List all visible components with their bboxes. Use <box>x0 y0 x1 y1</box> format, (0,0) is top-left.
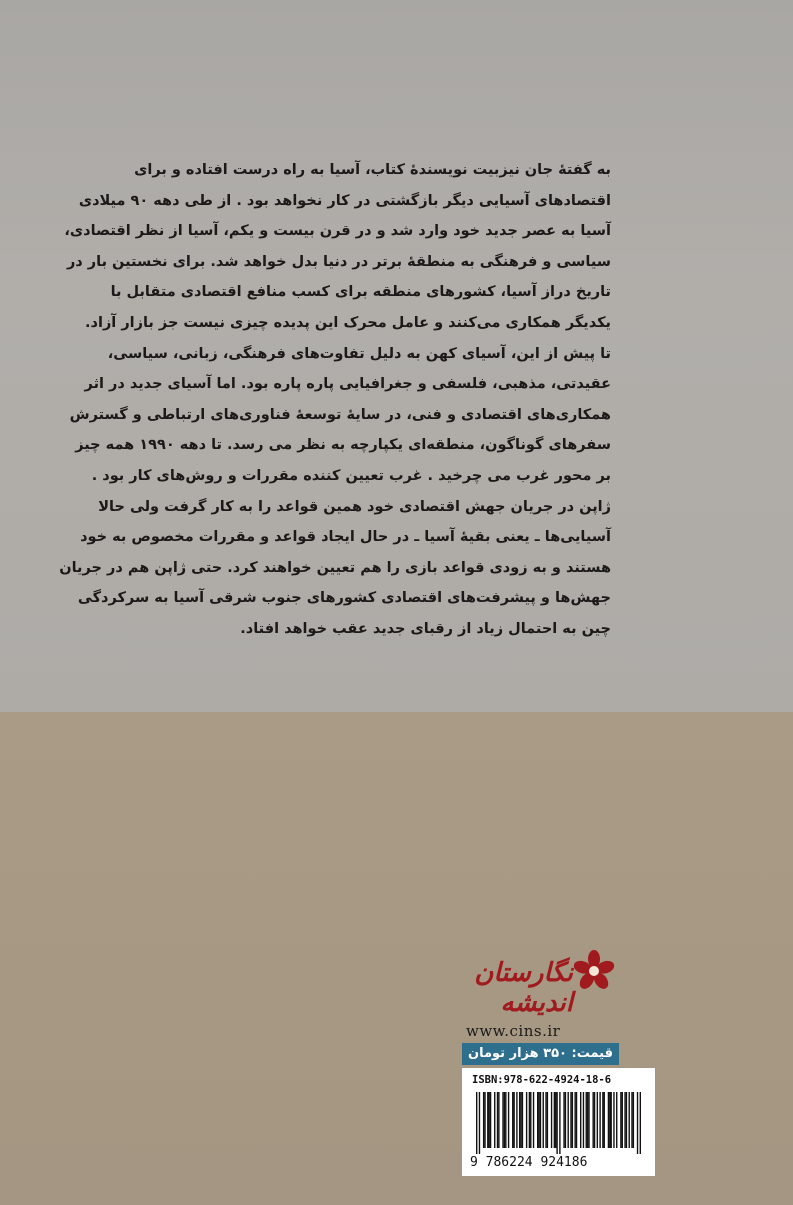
barcode-bar <box>620 1092 621 1148</box>
back-cover-description <box>59 155 611 645</box>
barcode-bar <box>594 1092 595 1148</box>
barcode-bar <box>597 1092 598 1148</box>
isbn-barcode <box>462 1068 655 1176</box>
barcode-bar <box>543 1092 544 1148</box>
publisher-logo-text: نگارستان اندیشه <box>474 958 573 1018</box>
barcode-bar <box>526 1092 527 1148</box>
barcode-bar <box>490 1092 491 1148</box>
barcode-bar <box>568 1092 569 1148</box>
price-label: قیمت: ۳۵۰ هزار تومان <box>462 1043 619 1065</box>
barcode-bar <box>479 1092 480 1154</box>
barcode-bar <box>629 1092 630 1148</box>
barcode-bar <box>631 1092 632 1148</box>
barcode-bar <box>498 1092 499 1148</box>
barcode-bar <box>505 1092 506 1148</box>
barcode-bar <box>574 1092 575 1148</box>
lower-cover-panel <box>0 712 793 1205</box>
barcode-bar <box>580 1092 581 1148</box>
barcode-bar <box>570 1092 571 1148</box>
barcode-bar <box>538 1092 539 1148</box>
barcode-bar <box>551 1092 552 1148</box>
barcode-bar <box>637 1092 638 1154</box>
description-line: یکدیگر همکاری می‌کنند و عامل محرک این پدیده چیزی نیست جز بازار آزاد. <box>85 314 611 331</box>
description-line: ژاپن در جریان جهش اقتصادی خود همین قواعد را به کار گرفت ولی حالا <box>98 498 611 515</box>
barcode-bar <box>592 1092 593 1148</box>
barcode-bar <box>604 1092 605 1148</box>
barcode-bar <box>555 1092 556 1148</box>
barcode-bar <box>599 1092 600 1148</box>
barcode-bar <box>488 1092 489 1148</box>
barcode-bar <box>519 1092 520 1148</box>
barcode-bar <box>533 1092 534 1148</box>
barcode-bar <box>586 1092 587 1148</box>
barcode-bar <box>487 1092 488 1148</box>
flower-icon <box>573 950 615 992</box>
description-line: به گفتهٔ جان نیزبیت نویسندهٔ کتاب، آسیا به راه درست افتاده و برای <box>134 162 611 178</box>
barcode-bar <box>545 1092 546 1148</box>
barcode-bar <box>516 1092 517 1148</box>
description-line: سیاسی و فرهنگی به منطقهٔ برتر در دنیا بدل خواهد شد. برای نخستین بار در <box>66 253 611 270</box>
description-line: هستند و به زودی قواعد بازی را هم تعیین خواهند کرد. حتی ژاپن هم در جریان <box>59 559 611 576</box>
description-line: تاریخ دراز آسیا، کشورهای منطقه برای کسب منافع اقتصادی متقابل با <box>110 284 611 301</box>
barcode-bar <box>537 1092 538 1148</box>
barcode-bar <box>583 1092 584 1148</box>
barcode-bar <box>494 1092 495 1148</box>
barcode-bar <box>565 1092 566 1148</box>
barcode-bar <box>520 1092 521 1148</box>
barcode-bar <box>547 1092 548 1148</box>
barcode-bar <box>513 1092 514 1148</box>
barcode-bar <box>529 1092 530 1148</box>
description-line: چین به احتمال زیاد از رقبای جدید عقب خواهد افتاد. <box>240 620 611 637</box>
description-line: سفرهای گوناگون، منطقه‌ای یکپارچه به نظر می رسد. تا دهه ۱۹۹۰ همه چیز <box>75 437 611 454</box>
barcode-bar <box>522 1092 523 1148</box>
barcode-bar <box>540 1092 541 1148</box>
barcode-bar <box>626 1092 627 1148</box>
description-line: جهش‌ها و پیشرفت‌های اقتصادی کشورهای جنوب شرقی آسیا به سرکردگی <box>77 590 611 607</box>
barcode-bar <box>613 1092 614 1148</box>
barcode-bar <box>608 1092 609 1148</box>
description-line: آسیایی‌ها ـ یعنی بقیهٔ آسیا ـ در حال ایجاد قواعد و مقررات مخصوص به خود <box>80 529 611 546</box>
isbn-label: ISBN:978-622-4924-18-6 <box>472 1074 612 1086</box>
publisher-logo <box>455 950 615 1020</box>
barcode-bar <box>602 1092 603 1148</box>
barcode-bar <box>572 1092 573 1148</box>
barcode-bar <box>587 1092 588 1148</box>
publisher-website: www.cins.ir <box>466 1022 561 1040</box>
barcode-bar <box>622 1092 623 1148</box>
description-line: آسیا به عصر جدید خود وارد شد و در قرن بیست و یکم، آسیا از نظر اقتصادی، <box>64 223 611 240</box>
barcode-bar <box>476 1092 477 1154</box>
description-line: بر محور غرب می چرخید . غرب تعیین کننده مقررات و روش‌های کار بود . <box>91 467 611 484</box>
barcode-bar <box>502 1092 503 1148</box>
barcode-bar <box>576 1092 577 1148</box>
barcode-bar <box>512 1092 513 1148</box>
barcode-bar <box>530 1092 531 1148</box>
barcode-bar <box>588 1092 589 1148</box>
barcode-bar <box>554 1092 555 1148</box>
barcode-bar <box>640 1092 641 1154</box>
description-line: عقیدتی، مذهبی، فلسفی و جغرافیایی پاره پاره بود. اما آسیای جدید در اثر <box>84 376 611 393</box>
barcode-bar <box>497 1092 498 1148</box>
barcode-number: 9 786224 924186 <box>470 1155 588 1170</box>
barcode-bar <box>484 1092 485 1148</box>
barcode-bar <box>508 1092 509 1148</box>
barcode-bar <box>611 1092 612 1148</box>
barcode-bars <box>476 1092 641 1154</box>
barcode-bar <box>559 1092 560 1154</box>
barcode-bar <box>504 1092 505 1148</box>
description-line: اقتصادهای آسیایی دیگر بازگشتی در کار نخواهد بود . از طی دهه ۹۰ میلادی <box>78 192 611 209</box>
barcode-bar <box>483 1092 484 1148</box>
barcode-bar <box>609 1092 610 1148</box>
barcode-bar <box>556 1092 557 1154</box>
barcode-bar <box>624 1092 625 1148</box>
barcode-bar <box>563 1092 564 1148</box>
description-line: تا پیش از این، آسیای کهن به دلیل تفاوت‌های فرهنگی، زبانی، سیاسی، <box>107 345 611 362</box>
description-line: همکاری‌های اقتصادی و فنی، در سایهٔ توسعهٔ فناوری‌های ارتباطی و گسترش <box>69 406 611 423</box>
barcode-bar <box>633 1092 634 1148</box>
barcode-bar <box>616 1092 617 1148</box>
